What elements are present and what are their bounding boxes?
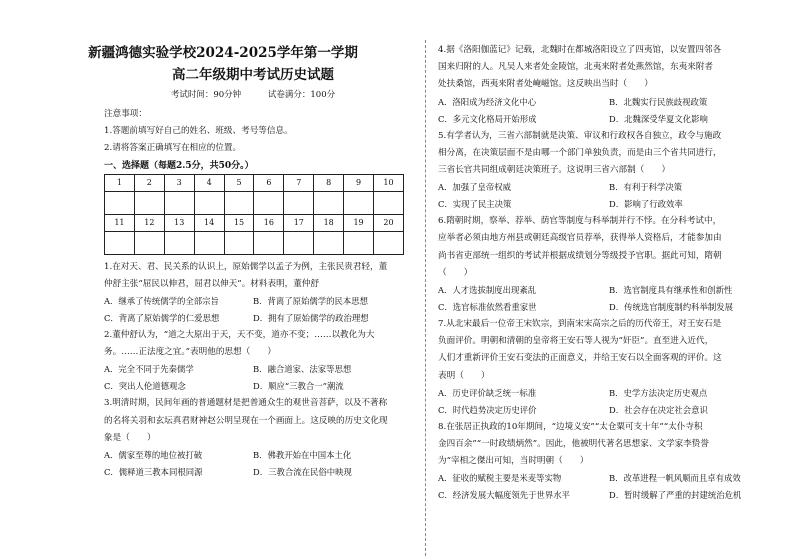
grid-number: 16	[254, 214, 284, 231]
exam-subtitle: 高二年级期中考试历史试题	[172, 67, 334, 83]
option-a[interactable]: A．人才选拔制度出现紊乱	[438, 285, 537, 296]
option-d[interactable]: D．影响了行政效率	[609, 199, 683, 210]
answer-cell[interactable]	[105, 191, 135, 214]
question-stem: 5.有学者认为，三省六部制就是决策、审议和行政权各自独立，政令与施政	[438, 130, 722, 141]
grid-number: 7	[284, 174, 314, 191]
question-options	[104, 361, 402, 395]
question-stem: （ ）	[438, 267, 473, 278]
option-c[interactable]: C．突出人伦道德观念	[104, 381, 186, 392]
section-heading: 一、选择题（每题2.5分，共50分。）	[104, 160, 254, 171]
answer-cell[interactable]	[224, 231, 254, 254]
answer-cell[interactable]	[374, 231, 404, 254]
grid-number: 11	[105, 214, 135, 231]
question-options	[438, 385, 780, 419]
question-stem: 象是（ ）	[104, 432, 156, 443]
grid-number: 19	[344, 214, 374, 231]
answer-cell[interactable]	[224, 191, 254, 214]
option-d[interactable]: D．暂时缓解了严重的封建统治危机	[609, 490, 742, 501]
question-stem: 表明（ ）	[438, 370, 490, 381]
grid-number: 15	[224, 214, 254, 231]
exam-time: 考试时间：90分钟	[170, 90, 242, 100]
option-b[interactable]: B．北魏实行民族歧视政策	[609, 96, 708, 107]
answer-cell[interactable]	[314, 231, 344, 254]
option-c[interactable]: C．时代趋势决定历史评价	[438, 404, 537, 415]
grid-number: 12	[134, 214, 164, 231]
option-a[interactable]: A．洛阳成为经济文化中心	[438, 96, 537, 107]
right-column	[430, 0, 794, 560]
grid-number: 13	[164, 214, 194, 231]
option-d[interactable]: D．社会存在决定社会意识	[609, 404, 708, 415]
option-a[interactable]: A．历史评价缺乏统一标准	[438, 387, 537, 398]
question-stem: 3.明清时期，民间年画的普通题材是把普通众生的观世音菩萨，以及不著称	[104, 398, 388, 409]
question-options	[438, 179, 780, 213]
answer-cell[interactable]	[344, 231, 374, 254]
option-a[interactable]: A．儒家至尊的地位被打破	[104, 450, 203, 461]
question-options	[104, 447, 402, 481]
question-stem: 6.隋朝时期，察举、荐举、荫官等制度与科举制并行不悖。在分科考试中，	[438, 216, 722, 227]
grid-number: 1	[105, 174, 135, 191]
option-b[interactable]: B．有利于科学决策	[609, 182, 683, 193]
option-a[interactable]: A．加强了皇帝权威	[438, 182, 512, 193]
notice-item: 2.请将答案正确填写在相应的位置。	[104, 143, 242, 154]
question-stem: 负面评价。明朝和清朝的皇帝将王安石等人视为“奸臣”。直至进入近代，	[438, 336, 714, 347]
option-d[interactable]: D．三教合流在民俗中映现	[253, 467, 352, 478]
answer-cell[interactable]	[134, 231, 164, 254]
answer-cell[interactable]	[254, 231, 284, 254]
grid-number: 10	[374, 174, 404, 191]
question-options	[438, 94, 780, 128]
answer-cell[interactable]	[254, 191, 284, 214]
option-c[interactable]: C．多元文化格局开始形成	[438, 113, 537, 124]
grid-number: 6	[254, 174, 284, 191]
option-b[interactable]: B．融合道家、法家等思想	[253, 364, 352, 375]
option-d[interactable]: D．北魏深受华夏文化影响	[609, 113, 708, 124]
answer-cell[interactable]	[344, 191, 374, 214]
grid-number: 18	[314, 214, 344, 231]
answer-cell[interactable]	[164, 191, 194, 214]
question-stem: 仲舒主张“屈民以伸君，屈君以伸天”。材料表明，董仲舒	[104, 278, 320, 289]
option-a[interactable]: A．继承了传统儒学的全部宗旨	[104, 296, 219, 307]
question-stem: 2.董仲舒认为，“道之大原出于天，天不变，道亦不变；……以教化为大	[104, 330, 375, 341]
question-stem: 的名将关羽和玄坛真君财神赵公明呈现在一个画面上。这反映的历史文化现	[104, 415, 388, 426]
answer-grid	[104, 174, 404, 255]
answer-cell[interactable]	[314, 191, 344, 214]
answer-cell[interactable]	[164, 231, 194, 254]
option-b[interactable]: B．史学方法决定历史观点	[609, 387, 708, 398]
question-options	[104, 293, 402, 327]
exam-title: 新疆鸿德实验学校2024-2025学年第一学期	[88, 45, 358, 61]
question-stem: 处扶桑馆，西夷来附者处崦嵫馆。这反映出当时（ ）	[438, 79, 653, 90]
grid-number: 9	[344, 174, 374, 191]
notice-item: 1.答题前填写好自己的姓名、班级、考号等信息。	[104, 126, 293, 137]
option-d[interactable]: D．顺应“三教合一”潮流	[253, 381, 344, 392]
grid-number: 3	[164, 174, 194, 191]
option-a[interactable]: A．完全不同于先秦儒学	[104, 364, 194, 375]
question-stem: 7.从北宋最后一位帝王宋钦宗，到南宋宋高宗之后的历代帝王，对王安石是	[438, 319, 722, 330]
grid-number: 14	[194, 214, 224, 231]
column-divider	[425, 40, 426, 556]
answer-cell[interactable]	[284, 191, 314, 214]
grid-number: 4	[194, 174, 224, 191]
answer-cell[interactable]	[105, 231, 135, 254]
grid-number: 5	[224, 174, 254, 191]
question-stem: 三省长官共同组成朝廷决策班子。这说明三省六部制（ ）	[438, 165, 671, 176]
question-stem: 金四百余”“一时政绩炳然”。因此，他被明代著名思想家、文学家李贽誉	[438, 439, 709, 450]
question-options	[438, 282, 780, 316]
option-c[interactable]: C．经济发展大幅度领先于世界水平	[438, 490, 571, 501]
question-stem: 尚书省吏部统一组织的考试并根据成绩划分等级授予官职。据此可知，隋朝	[438, 250, 722, 261]
question-stem: 为“宰相之傑出可知，当时明朝（ ）	[438, 456, 589, 467]
answer-cell[interactable]	[194, 231, 224, 254]
option-d[interactable]: D．拥有了原始儒学的政治理想	[253, 313, 369, 324]
option-b[interactable]: B．改革进程一帆风顺而且卓有成效	[609, 473, 741, 484]
question-options	[438, 470, 780, 504]
option-c[interactable]: C．实现了民主决策	[438, 199, 512, 210]
question-stem: 1.在对天、君、民关系的认识上，原始儒学以孟子为例，主张民贵君轻，董	[104, 261, 388, 272]
answer-cell[interactable]	[134, 191, 164, 214]
notice-heading: 注意事项：	[104, 109, 147, 119]
question-stem: 相分离，在决策层面不是由哪一个部门单独负责，而是由三个省共同进行，	[438, 147, 722, 158]
answer-cell[interactable]	[284, 231, 314, 254]
answer-cell[interactable]	[374, 191, 404, 214]
question-stem: 4.据《洛阳伽蓝记》记载，北魏时在都城洛阳设立了四夷馆，以安置四邻各	[438, 45, 722, 55]
option-d[interactable]: D．传统选官制度制约科举制发展	[609, 302, 733, 313]
option-c[interactable]: C．选官标准依然看重家世	[438, 302, 537, 313]
option-b[interactable]: B．佛教开始在中国本土化	[253, 450, 352, 461]
full-score: 试卷满分：100分	[267, 90, 336, 100]
question-stem: 人们才重新评价王安石变法的正面意义，并给王安石以全面客观的评价。这	[438, 353, 722, 364]
option-b[interactable]: B．选官制度具有继承性和创新性	[609, 285, 733, 296]
answer-cell[interactable]	[194, 191, 224, 214]
grid-number: 2	[134, 174, 164, 191]
question-stem: 务。……正法度之宜。”表明他的思想（ ）	[104, 347, 276, 358]
option-a[interactable]: A．征收的赋税主要是米麦等实物	[438, 473, 562, 484]
grid-number: 20	[374, 214, 404, 231]
question-stem: 国来归附的人。凡吴人来者处金陵馆，北夷来附者处燕然馆，东夷来附者	[438, 62, 714, 73]
grid-number: 8	[314, 174, 344, 191]
option-b[interactable]: B．背离了原始儒学的民本思想	[253, 296, 369, 307]
grid-number: 17	[284, 214, 314, 231]
option-c[interactable]: C．背离了原始儒学的仁爱思想	[104, 313, 220, 324]
exam-meta	[104, 88, 402, 100]
question-stem: 应举者必须由地方州县或朝廷高级官员荐举，获得举人资格后，才能参加由	[438, 233, 722, 244]
option-c[interactable]: C．儒释道三教本同根同源	[104, 467, 203, 478]
question-stem: 8.在张居正执政的10年期间，“边境义安”“太仓粟可支十年”“太仆寺积	[438, 421, 703, 432]
